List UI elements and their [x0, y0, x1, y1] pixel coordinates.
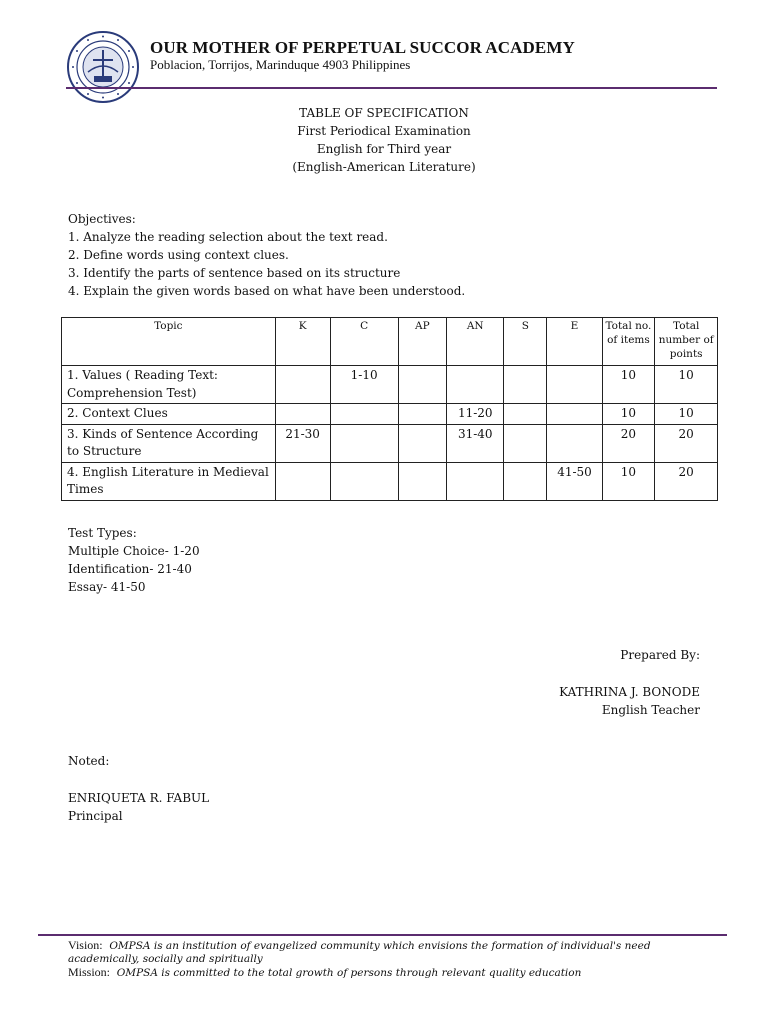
test-types-section	[68, 524, 200, 596]
objective-item: 2. Define words using context clues.	[68, 248, 289, 262]
col-header-s: S	[504, 318, 547, 366]
mission-label: Mission:	[68, 965, 111, 979]
table-row	[62, 366, 718, 404]
preparer-name: KATHRINA J. BONODE	[559, 685, 700, 699]
principal-name: ENRIQUETA R. FABUL	[68, 791, 210, 805]
prepared-by-label: Prepared By:	[620, 648, 700, 662]
s-cell	[504, 366, 547, 404]
school-seal-logo	[66, 30, 140, 104]
test-type-item: Essay- 41-50	[68, 580, 146, 594]
c-cell	[330, 462, 398, 500]
vision-text: OMPSA is an institution of evangelized community which envisions the formation of individual's need academically, socially and spiritually	[68, 940, 651, 965]
col-header-total-items: Total no. of items	[602, 318, 655, 366]
table-header-row	[62, 318, 718, 366]
k-cell: 21-30	[275, 424, 330, 462]
ap-cell	[398, 404, 447, 425]
vision-label: Vision:	[68, 938, 103, 952]
objectives-section	[68, 210, 465, 300]
col-header-c: C	[330, 318, 398, 366]
total-points-cell: 10	[655, 404, 718, 425]
test-type-item: Multiple Choice- 1-20	[68, 544, 200, 558]
document-title: TABLE OF SPECIFICATION	[299, 106, 469, 120]
total-points-cell: 10	[655, 366, 718, 404]
an-cell	[447, 462, 504, 500]
header-divider	[66, 87, 717, 89]
school-address: Poblacion, Torrijos, Marinduque 4903 Philippines	[150, 57, 411, 72]
test-type-item: Identification- 21-40	[68, 562, 192, 576]
preparer-title: English Teacher	[601, 703, 700, 717]
preparer-signature-block	[559, 683, 700, 719]
footer-divider	[38, 934, 727, 936]
table-row	[62, 462, 718, 500]
subject-subtitle: (English-American Literature)	[292, 160, 476, 174]
total-items-cell: 10	[602, 462, 655, 500]
c-cell: 1-10	[330, 366, 398, 404]
noted-label: Noted:	[68, 754, 110, 768]
total-items-cell: 20	[602, 424, 655, 462]
ap-cell	[398, 424, 447, 462]
table-row	[62, 404, 718, 425]
objective-item: 4. Explain the given words based on what have been understood.	[68, 284, 466, 298]
total-items-cell: 10	[602, 366, 655, 404]
topic-cell: 3. Kinds of Sentence According to Structure	[62, 424, 276, 462]
exam-name: First Periodical Examination	[297, 124, 471, 138]
vision-statement	[68, 939, 668, 966]
e-cell	[547, 404, 602, 425]
principal-signature-block	[68, 789, 209, 825]
an-cell: 31-40	[447, 424, 504, 462]
objective-item: 1. Analyze the reading selection about the text read.	[68, 230, 388, 244]
e-cell	[547, 366, 602, 404]
an-cell: 11-20	[447, 404, 504, 425]
c-cell	[330, 424, 398, 462]
s-cell	[504, 462, 547, 500]
col-header-k: K	[275, 318, 330, 366]
an-cell	[447, 366, 504, 404]
objective-item: 3. Identify the parts of sentence based on its structure	[68, 266, 401, 280]
k-cell	[275, 366, 330, 404]
total-items-cell: 10	[602, 404, 655, 425]
col-header-topic: Topic	[62, 318, 276, 366]
topic-cell: 2. Context Clues	[62, 404, 276, 425]
s-cell	[504, 404, 547, 425]
col-header-total-points: Total number of points	[655, 318, 718, 366]
mission-text: OMPSA is committed to the total growth of persons through relevant quality education	[116, 967, 582, 979]
ap-cell	[398, 462, 447, 500]
c-cell	[330, 404, 398, 425]
col-header-ap: AP	[398, 318, 447, 366]
col-header-an: AN	[447, 318, 504, 366]
mission-statement	[68, 966, 668, 980]
specification-table	[61, 317, 718, 501]
ap-cell	[398, 366, 447, 404]
k-cell	[275, 404, 330, 425]
objectives-heading: Objectives:	[68, 212, 136, 226]
total-points-cell: 20	[655, 424, 718, 462]
school-name: OUR MOTHER OF PERPETUAL SUCCOR ACADEMY	[150, 38, 575, 57]
principal-title: Principal	[68, 809, 123, 823]
topic-cell: 4. English Literature in Medieval Times	[62, 462, 276, 500]
k-cell	[275, 462, 330, 500]
test-types-heading: Test Types:	[68, 526, 137, 540]
s-cell	[504, 424, 547, 462]
total-points-cell: 20	[655, 462, 718, 500]
footer	[68, 939, 668, 980]
col-header-e: E	[547, 318, 602, 366]
table-row	[62, 424, 718, 462]
e-cell	[547, 424, 602, 462]
document-title-block	[0, 104, 768, 176]
topic-cell: 1. Values ( Reading Text: Comprehension Test)	[62, 366, 276, 404]
subject-name: English for Third year	[316, 142, 452, 156]
letterhead	[66, 30, 716, 90]
e-cell: 41-50	[547, 462, 602, 500]
